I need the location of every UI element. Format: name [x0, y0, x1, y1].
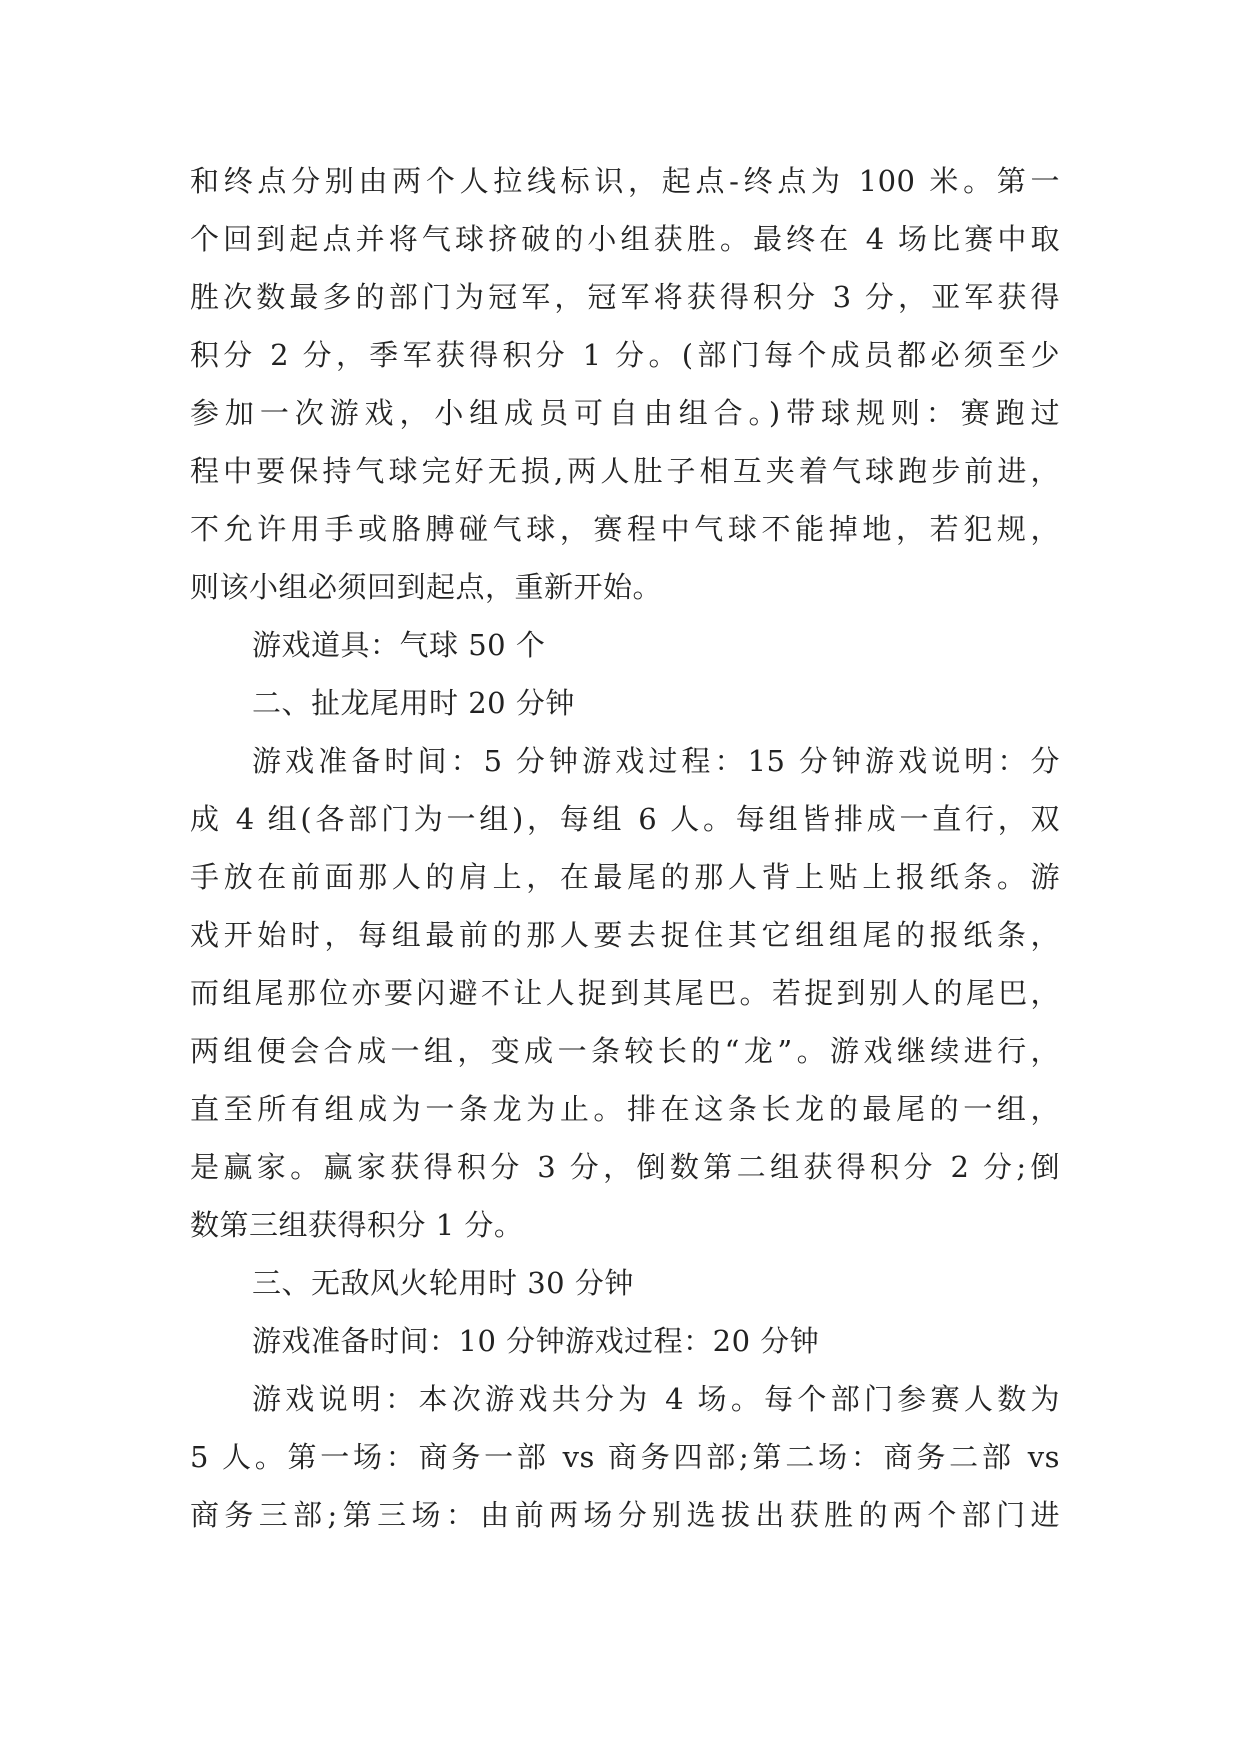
text-line: 戏开始时，每组最前的那人要去捉住其它组组尾的报纸条， — [190, 918, 1060, 952]
text-line: 两组便会合成一组，变成一条较长的“龙”。游戏继续进行， — [190, 1034, 1060, 1068]
text-line: 而组尾那位亦要闪避不让人捉到其尾巴。若捉到别人的尾巴， — [190, 976, 1060, 1010]
text-line: 数第三组获得积分 1 分。 — [190, 1208, 524, 1242]
body-text — [190, 152, 1060, 1544]
text-line: 直至所有组成为一条龙为止。排在这条长龙的最尾的一组， — [190, 1092, 1060, 1126]
text-line: 游戏说明：本次游戏共分为 4 场。每个部门参赛人数为 — [252, 1382, 1060, 1416]
text-line: 游戏道具：气球 50 个 — [252, 628, 546, 662]
text-line: 5 人。第一场：商务一部 vs 商务四部;第二场：商务二部 vs — [190, 1440, 1060, 1474]
text-line: 个回到起点并将气球挤破的小组获胜。最终在 4 场比赛中取 — [190, 222, 1060, 256]
text-line: 胜次数最多的部门为冠军，冠军将获得积分 3 分，亚军获得 — [190, 280, 1060, 314]
text-line: 游戏准备时间：10 分钟游戏过程：20 分钟 — [252, 1324, 820, 1358]
text-line: 和终点分别由两个人拉线标识，起点-终点为 100 米。第一 — [190, 164, 1060, 198]
text-line: 手放在前面那人的肩上，在最尾的那人背上贴上报纸条。游 — [190, 860, 1060, 894]
text-line: 则该小组必须回到起点，重新开始。 — [190, 570, 663, 604]
text-line: 程中要保持气球完好无损,两人肚子相互夹着气球跑步前进， — [190, 454, 1060, 488]
text-line: 积分 2 分，季军获得积分 1 分。(部门每个成员都必须至少 — [190, 338, 1060, 372]
text-line: 是赢家。赢家获得积分 3 分，倒数第二组获得积分 2 分;倒 — [190, 1150, 1060, 1184]
section-heading: 三、无敌风火轮用时 30 分钟 — [252, 1266, 634, 1300]
text-line: 参加一次游戏，小组成员可自由组合。)带球规则：赛跑过 — [190, 396, 1060, 430]
text-line: 游戏准备时间：5 分钟游戏过程：15 分钟游戏说明：分 — [252, 744, 1060, 778]
section-heading: 二、扯龙尾用时 20 分钟 — [252, 686, 575, 720]
text-line: 成 4 组(各部门为一组)，每组 6 人。每组皆排成一直行，双 — [190, 802, 1060, 836]
text-line: 不允许用手或胳膊碰气球，赛程中气球不能掉地，若犯规， — [190, 512, 1060, 546]
text-line: 商务三部;第三场：由前两场分别选拔出获胜的两个部门进 — [190, 1498, 1060, 1532]
